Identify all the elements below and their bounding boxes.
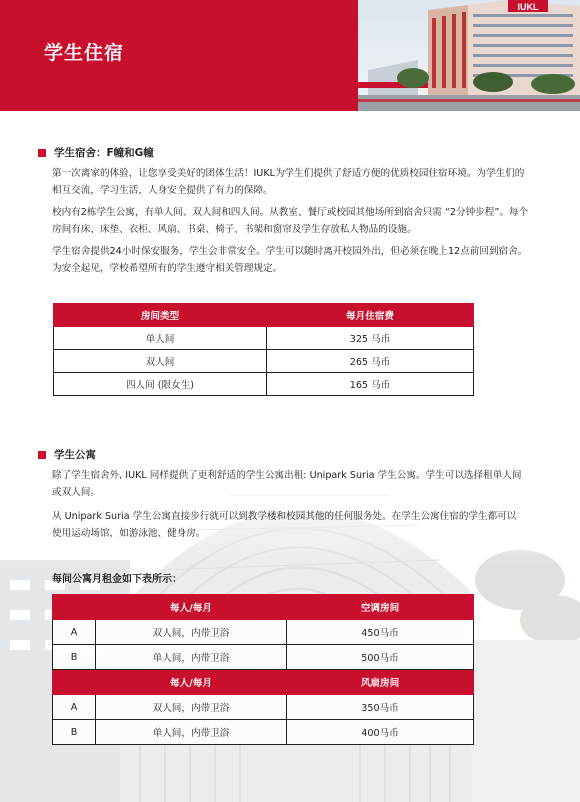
paragraph — [52, 205, 552, 238]
table-cell: A — [53, 695, 96, 720]
table-cell: 双人间，内带卫浴 — [96, 620, 287, 645]
table-header: 风扇房间 — [287, 670, 474, 695]
bullet-square-icon — [38, 451, 46, 459]
dormitory-fee-table — [53, 303, 474, 396]
table-header: 空调房间 — [287, 595, 474, 620]
table-cell: 单人间 — [54, 327, 267, 350]
page-title: 学生住宿 — [44, 42, 125, 64]
paragraph-line: 学生宿舍提供24小时保安服务，学生会非常安全。学生可以随时离开校园外出，但必须在晚上12点前回到宿舍。 — [52, 246, 528, 257]
table-header — [53, 595, 96, 620]
paragraph-line: 或双人间。 — [52, 486, 100, 498]
section-heading-text: 学生公寓 — [54, 449, 96, 461]
table-row — [53, 645, 474, 670]
table-cell: 325 马币 — [267, 327, 474, 350]
table-cell: A — [53, 620, 96, 645]
section-heading-dormitory — [38, 145, 154, 160]
table-cell: 双人间，内带卫浴 — [96, 695, 287, 720]
table-cell: 165 马币 — [267, 373, 474, 396]
table-cell: B — [53, 720, 96, 745]
paragraph-line: 使用运动场馆，如游泳池、健身房。 — [52, 527, 206, 539]
paragraph-line: 第一次离家的体验，让您享受美好的团体生活！IUKL为学生们提供了舒适方便的优质校园住宿环境。为学生们的 — [52, 168, 525, 179]
table-row — [54, 373, 474, 396]
table-cell: 500马币 — [287, 645, 474, 670]
table-header-row — [54, 304, 474, 327]
paragraph — [52, 244, 552, 277]
table-cell: 400马币 — [287, 720, 474, 745]
table-header: 每人/每月 — [96, 670, 287, 695]
rent-table-caption: 每间公寓月租金如下表所示： — [52, 574, 182, 585]
section-heading-apartment — [38, 447, 96, 462]
table-row — [53, 695, 474, 720]
header-band — [0, 0, 580, 111]
paragraph — [52, 509, 552, 542]
table-row — [54, 327, 474, 350]
paragraph-line: 校内有2栋学生公寓，有单人间、双人间和四人间。从教室、餐厅或校园其他场所到宿舍只需 “2分钟步程”。每个 — [52, 207, 529, 218]
table-cell: 单人间，内带卫浴 — [96, 720, 287, 745]
paragraph-line: 房间有床、床垫、衣柜、风扇、书桌、椅子、书架和窗帘及学生存放私人物品的设施。 — [52, 223, 417, 235]
paragraph-line: 为安全起见，学校希望所有的学生遵守相关管理规定。 — [52, 262, 283, 274]
table-row — [53, 620, 474, 645]
bullet-square-icon — [38, 149, 46, 157]
table-row — [54, 350, 474, 373]
table-header: 每人/每月 — [96, 595, 287, 620]
paragraph — [52, 166, 552, 199]
table-header-row — [53, 670, 474, 695]
paragraph-line: 除了学生宿舍外, IUKL 同样提供了更利舒适的学生公寓出租: Unipark Suria 学生公寓。学生可以选择租单人间 — [52, 470, 522, 481]
building-sign: IUKL — [517, 2, 539, 12]
paragraph-line: 从 Unipark Suria 学生公寓直接步行就可以到教学楼和校园其他的任何服务处。在学生公寓住宿的学生都可以 — [52, 511, 517, 522]
table-header: 房间类型 — [54, 304, 267, 327]
table-row — [53, 720, 474, 745]
paragraph — [52, 468, 552, 501]
campus-building-photo — [358, 0, 580, 111]
table-header — [53, 670, 96, 695]
table-header-row — [53, 595, 474, 620]
table-cell: 双人间 — [54, 350, 267, 373]
paragraph-line: 相互交流，学习生活，人身安全提供了有力的保障。 — [52, 184, 273, 196]
table-cell: 350马币 — [287, 695, 474, 720]
table-cell: 265 马币 — [267, 350, 474, 373]
table-cell: 四人间 (限女生) — [54, 373, 267, 396]
table-cell: 单人间，内带卫浴 — [96, 645, 287, 670]
apartment-rent-table — [52, 594, 474, 745]
table-cell: 450马币 — [287, 620, 474, 645]
table-cell: B — [53, 645, 96, 670]
section-heading-text: 学生宿舍：F幢和G幢 — [54, 147, 154, 159]
table-header: 每月住宿费 — [267, 304, 474, 327]
